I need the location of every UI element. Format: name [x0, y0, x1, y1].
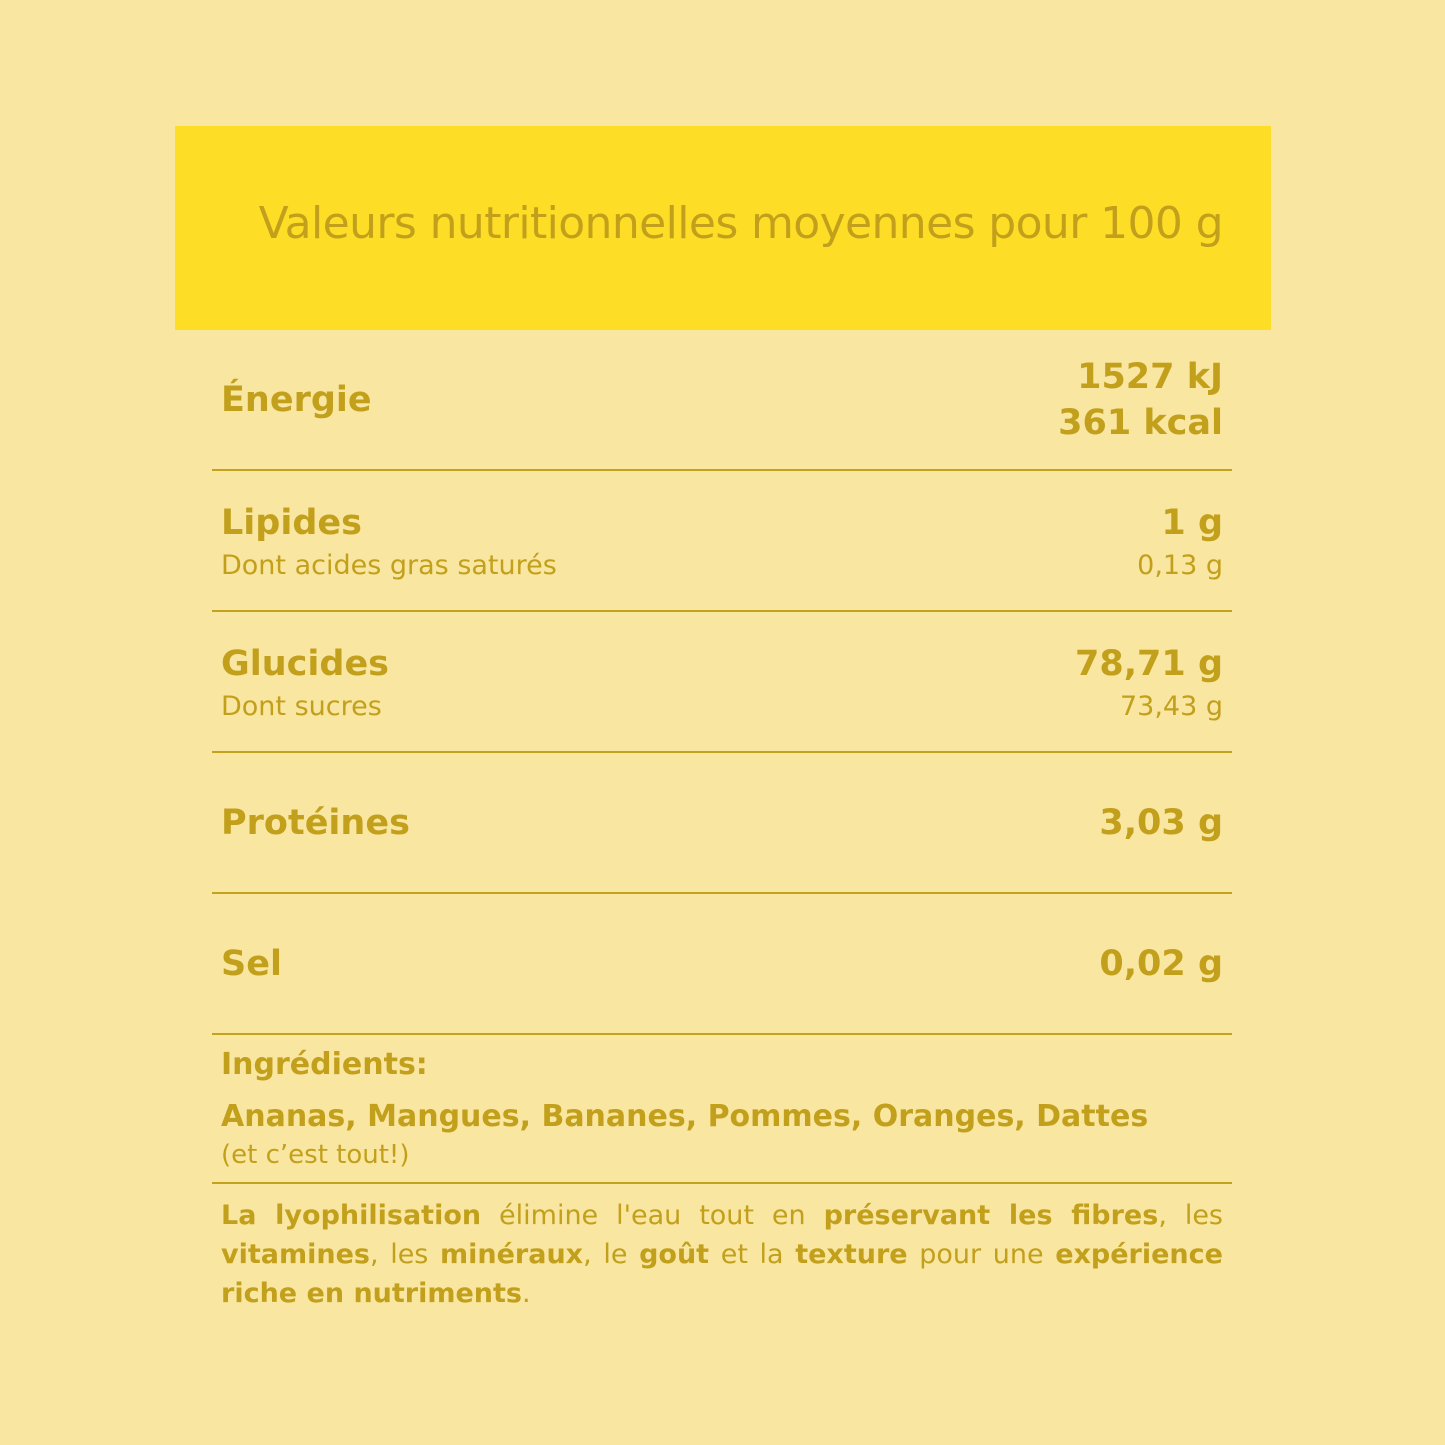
- page-title: Valeurs nutritionnelles moyennes pour 100 g: [258, 198, 1223, 249]
- ingredients-heading: Ingrédients:: [221, 1047, 428, 1082]
- ingredients-list: Ananas, Mangues, Bananes, Pommes, Oranges, Dattes: [221, 1099, 1149, 1134]
- glucides-row: [212, 612, 1232, 753]
- proteines-row: [212, 753, 1232, 894]
- desc-text-1: élimine l'eau tout en: [481, 1200, 824, 1231]
- sugars-value: 73,43 g: [1119, 691, 1223, 722]
- desc-bold-4: minéraux: [440, 1239, 584, 1270]
- energy-kcal: 361 kcal: [1058, 403, 1223, 443]
- ingredients-section: [212, 1035, 1232, 1184]
- energy-label: Énergie: [221, 379, 372, 420]
- sel-row: [212, 894, 1232, 1035]
- lipides-value: 1 g: [1161, 503, 1223, 543]
- energy-values: [1058, 354, 1223, 446]
- saturated-fat-label: Dont acides gras saturés: [221, 550, 557, 581]
- sugars-label: Dont sucres: [221, 691, 382, 722]
- desc-bold-6: texture: [795, 1239, 908, 1270]
- header-banner: [175, 126, 1271, 330]
- proteines-label: Protéines: [221, 802, 410, 843]
- lipides-label: Lipides: [221, 503, 362, 543]
- desc-text-7: .: [522, 1278, 531, 1309]
- desc-text-6: pour une: [907, 1239, 1056, 1270]
- lipides-row: [212, 471, 1232, 612]
- nutrition-table: [212, 330, 1232, 1313]
- desc-bold-5: goût: [639, 1239, 710, 1270]
- glucides-label: Glucides: [221, 644, 390, 684]
- desc-text-3: , les: [369, 1239, 440, 1270]
- desc-text-4: , le: [583, 1239, 640, 1270]
- proteines-value: 3,03 g: [1099, 802, 1223, 843]
- desc-bold-7: expérience riche en nutriments: [221, 1239, 1223, 1309]
- energy-kj: 1527 kJ: [1077, 357, 1223, 397]
- glucides-value: 78,71 g: [1075, 644, 1223, 684]
- saturated-fat-value: 0,13 g: [1137, 550, 1223, 581]
- desc-bold-3: vitamines: [221, 1239, 370, 1270]
- ingredients-note: (et c’est tout!): [221, 1140, 410, 1170]
- desc-text-2: , les: [1158, 1200, 1223, 1231]
- desc-text-5: et la: [709, 1239, 796, 1270]
- sel-label: Sel: [221, 943, 282, 984]
- description-paragraph: [212, 1184, 1232, 1313]
- sel-value: 0,02 g: [1099, 943, 1223, 984]
- desc-bold-2: préservant les fibres: [823, 1200, 1159, 1231]
- energy-row: [212, 330, 1232, 471]
- desc-bold-1: La lyophilisation: [221, 1200, 482, 1231]
